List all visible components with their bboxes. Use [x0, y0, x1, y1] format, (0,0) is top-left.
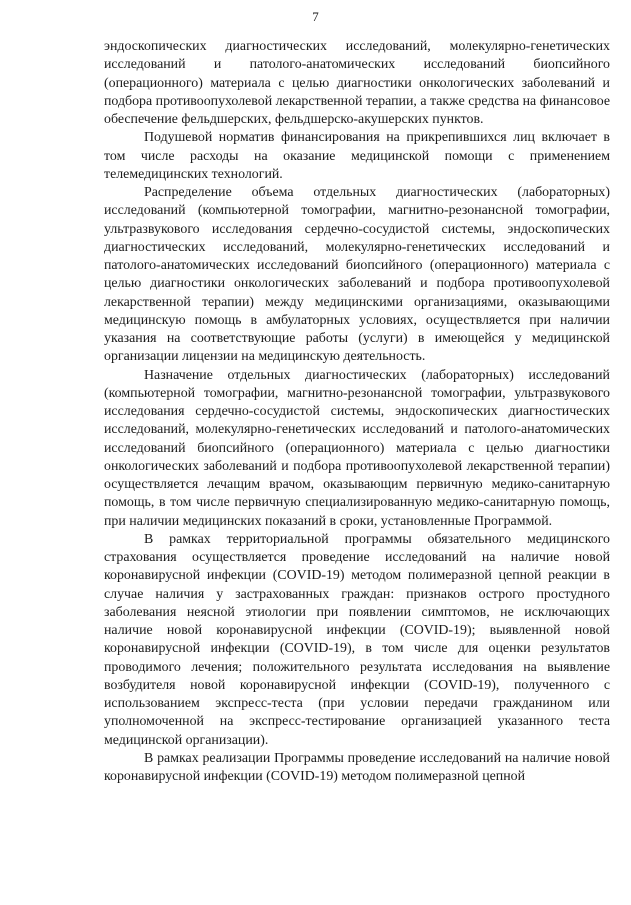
- page-number: 7: [312, 9, 319, 24]
- paragraph-per-capita-standard: Подушевой норматив финансирования на прикрепившихся лиц включает в том числе расходы на оказание медицинской помощи с применением телемедицинских технологий.: [104, 130, 610, 182]
- paragraph-diagnostics-distribution: Распределение объема отдельных диагностических (лабораторных) исследований (компьютерной томографии, магнитно-резонансной томографии, ультразвукового исследования сердечно-сосудистой системы, эндоскопических диагностических исследований, молекулярно-генетических исследований и патолого-анатомических исследований биопсийного (операционного) материала с целью диагностики онкологических заболеваний и подбора противоопухолевой лекарственной терапии) между медицинскими организациями, оказывающими медицинскую помощь в амбулаторных условиях, осуществляется при наличии указания на соответствующие работы (услуги) в имеющейся у медицинской организации лицензии на медицинскую деятельность.: [104, 185, 610, 365]
- paragraph-diagnostics-appointment: Назначение отдельных диагностических (лабораторных) исследований (компьютерной томографии, магнитно-резонансной томографии, ультразвукового исследования сердечно-сосудистой системы, эндоскопических диагностических исследований, молекулярно-генетических исследований и патолого-анатомических исследований биопсийного (операционного) материала с целью диагностики онкологических заболеваний и подбора противоопухолевой лекарственной терапии) осуществляется лечащим врачом, оказывающим первичную медико-санитарную помощь, в том числе первичную специализированную медико-санитарную помощь, при наличии медицинских показаний в сроки, установленные Программой.: [104, 367, 610, 529]
- paragraph-program-covid: В рамках реализации Программы проведение исследований на наличие новой коронавирусной инфекции (COVID-19) методом полимеразной цепной: [104, 750, 610, 784]
- paragraph-covid-testing: В рамках территориальной программы обязательного медицинского страхования осуществляется проведение исследований на наличие новой коронавирусной инфекции (COVID-19) методом полимеразной цепной реакции в случае наличия у застрахованных граждан: признаков острого простудного заболевания неясной этиологии при появлении симптомов, не исключающих наличие новой коронавирусной инфекции (COVID-19); выявленной новой коронавирусной инфекции (COVID-19), в том числе для оценки результатов проводимого лечения; положительного результата исследования на выявление возбудителя новой коронавирусной инфекции (COVID-19), полученного с использованием экспресс-теста (при условии передачи гражданином или уполномоченной на экспресс-тестирование организацией указанного теста медицинской организации).: [104, 531, 610, 748]
- paragraph-continuation: эндоскопических диагностических исследований, молекулярно-генетических исследований и патолого-анатомических исследований биопсийного (операционного) материала с целью диагностики онкологических заболеваний и подбора противоопухолевой лекарственной терапии, а также средства на финансовое обеспечение фельдшерских, фельдшерско-акушерских пунктов.: [104, 39, 611, 127]
- document-body: [104, 38, 610, 786]
